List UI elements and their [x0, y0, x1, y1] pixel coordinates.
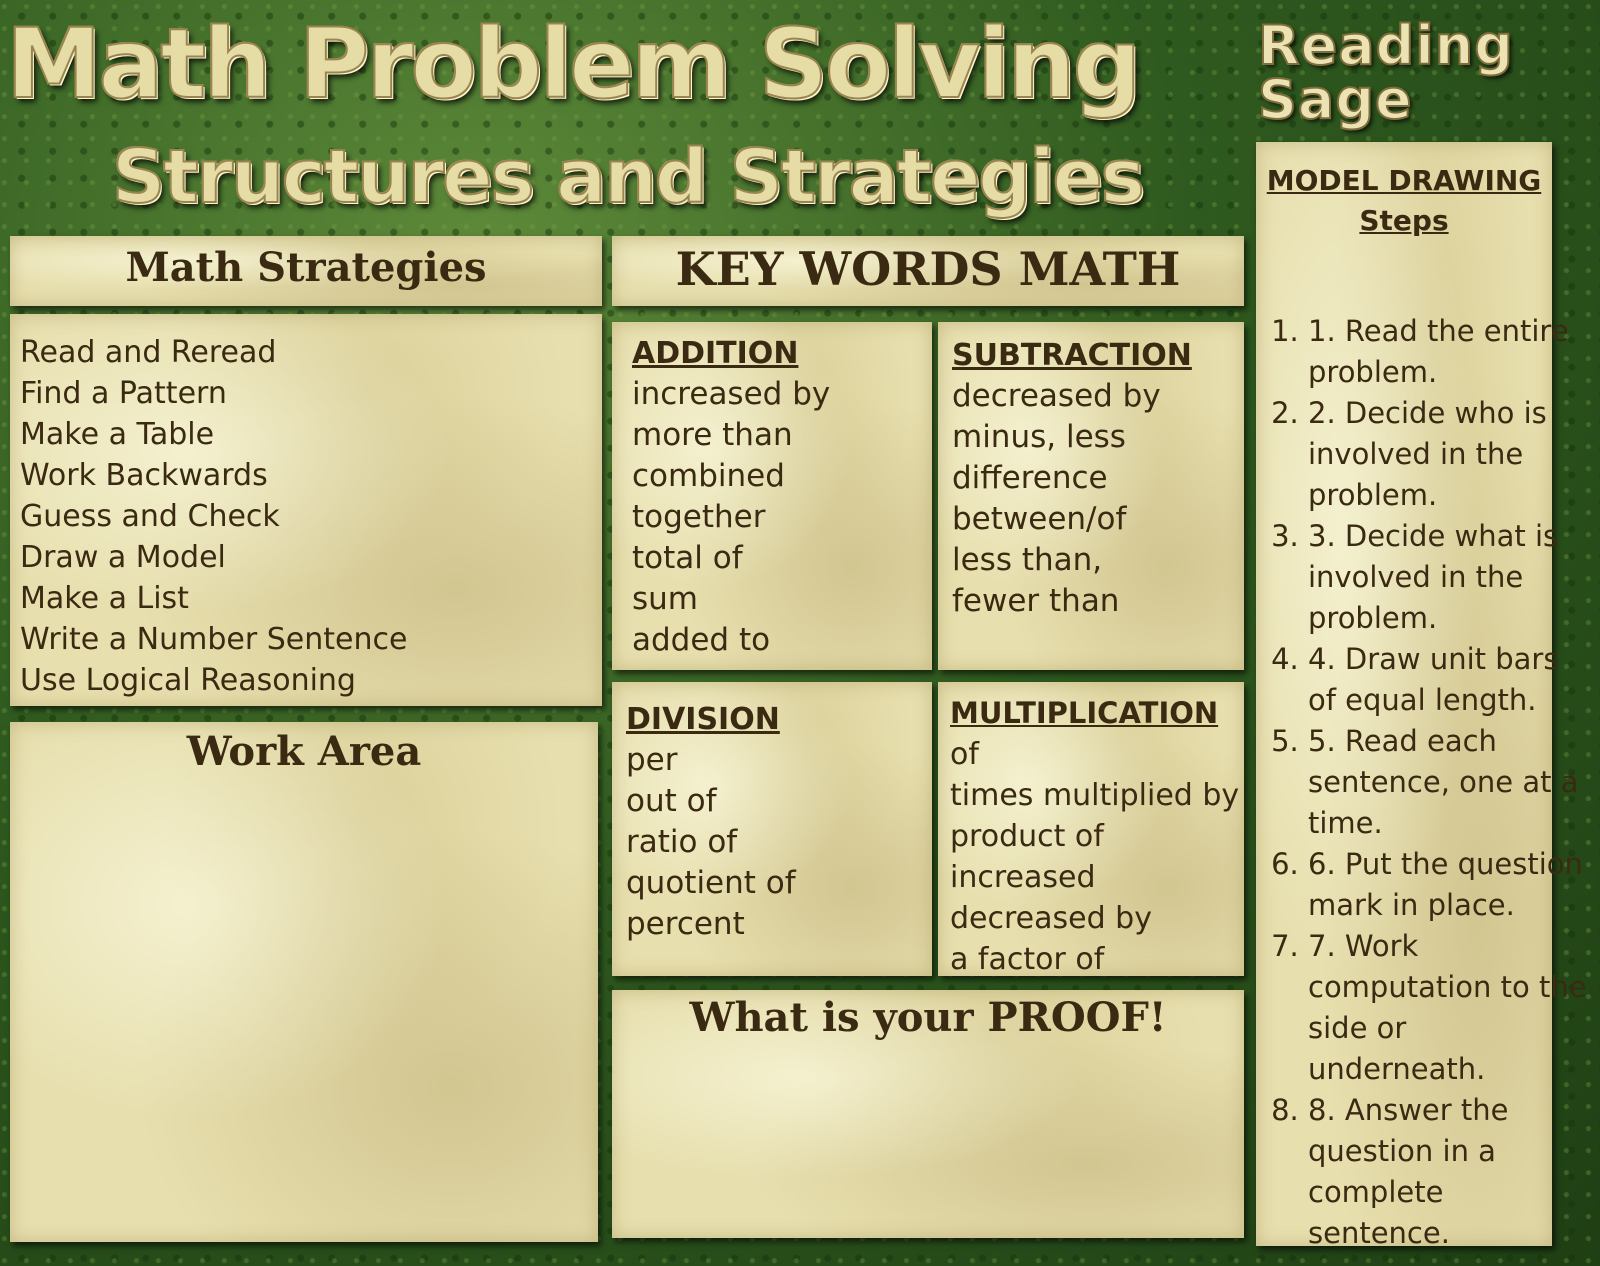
- model-drawing-panel: [1256, 142, 1587, 1250]
- division-term: percent: [626, 906, 745, 942]
- multiplication-panel: [938, 682, 1244, 976]
- brand-logo-line1: Reading: [1258, 14, 1514, 77]
- strategy-item: Find a Pattern: [20, 376, 227, 411]
- division-heading: DIVISION: [626, 702, 780, 737]
- division-term: per: [626, 742, 678, 778]
- division-panel: [612, 682, 932, 976]
- division-list: [626, 740, 796, 945]
- strategy-item: Use Logical Reasoning: [20, 663, 356, 698]
- addition-term: together: [632, 499, 766, 535]
- addition-term: total of: [632, 540, 743, 576]
- addition-term: added to: [632, 622, 771, 658]
- strategies-title-bar: [10, 236, 602, 306]
- page-subtitle: Structures and Strategies: [112, 134, 1143, 220]
- strategy-item: Make a List: [20, 581, 189, 616]
- subtraction-term: fewer than: [952, 583, 1120, 619]
- proof-title: What is your PROOF!: [689, 994, 1167, 1041]
- subtraction-heading: SUBTRACTION: [952, 338, 1192, 373]
- model-drawing-steps: [1268, 311, 1588, 1254]
- subtraction-term: decreased by: [952, 378, 1161, 414]
- strategy-item: Write a Number Sentence: [20, 622, 408, 657]
- multiplication-heading: MULTIPLICATION: [950, 696, 1219, 730]
- addition-heading: ADDITION: [632, 336, 799, 371]
- model-step: 6. 6. Put the question mark in place.: [1308, 844, 1588, 926]
- subtraction-term: minus, less: [952, 419, 1126, 455]
- model-step: 5. 5. Read each sentence, one at a time.: [1308, 721, 1588, 844]
- subtraction-term: between/of: [952, 501, 1127, 537]
- addition-panel: [612, 322, 932, 670]
- model-step: 3. 3. Decide what is involved in the problem.: [1308, 516, 1588, 639]
- division-term: quotient of: [626, 865, 796, 901]
- work-area-panel[interactable]: [10, 722, 598, 1242]
- keywords-title: KEY WORDS MATH: [675, 242, 1181, 296]
- multiplication-list: [950, 734, 1239, 980]
- addition-term: combined: [632, 458, 785, 494]
- brand-logo-line2: Sage: [1258, 68, 1413, 131]
- model-drawing-heading: MODEL DRAWING: [1266, 164, 1542, 197]
- model-step: 2. 2. Decide who is involved in the problem.: [1308, 393, 1588, 516]
- division-term: out of: [626, 783, 717, 819]
- model-step: 8. 8. Answer the question in a complete sentence.: [1308, 1090, 1588, 1254]
- strategy-item: Work Backwards: [20, 458, 268, 493]
- model-step: 4. 4. Draw unit bars of equal length.: [1308, 639, 1588, 721]
- multiplication-term: decreased by: [950, 901, 1152, 936]
- work-area-title: Work Area: [186, 728, 422, 775]
- strategies-title: Math Strategies: [125, 244, 487, 291]
- model-drawing-subheading: Steps: [1359, 204, 1449, 237]
- addition-term: increased by: [632, 376, 831, 412]
- addition-term: more than: [632, 417, 793, 453]
- addition-term: sum: [632, 581, 698, 617]
- model-step: 7. 7. Work computation to the side or underneath.: [1308, 926, 1588, 1090]
- strategies-panel: [10, 314, 602, 706]
- subtraction-list: [952, 376, 1161, 622]
- strategy-item: Make a Table: [20, 417, 215, 452]
- strategy-item: Read and Reread: [20, 335, 277, 370]
- division-term: ratio of: [626, 824, 738, 860]
- multiplication-term: product of: [950, 819, 1104, 854]
- multiplication-term: of: [950, 737, 979, 772]
- multiplication-term: increased: [950, 860, 1096, 895]
- strategy-item: Draw a Model: [20, 540, 226, 575]
- page-title: Math Problem Solving: [6, 8, 1139, 120]
- addition-list: [632, 374, 830, 661]
- keywords-title-bar: [612, 236, 1244, 306]
- subtraction-term: difference: [952, 460, 1108, 496]
- proof-panel[interactable]: [612, 990, 1244, 1238]
- strategies-list: [20, 332, 407, 701]
- multiplication-term: a factor of: [950, 942, 1105, 977]
- subtraction-term: less than,: [952, 542, 1103, 578]
- multiplication-term: times multiplied by: [950, 778, 1240, 813]
- subtraction-panel: [938, 322, 1244, 670]
- model-step: 1. 1. Read the entire problem.: [1308, 311, 1588, 393]
- strategy-item: Guess and Check: [20, 499, 280, 534]
